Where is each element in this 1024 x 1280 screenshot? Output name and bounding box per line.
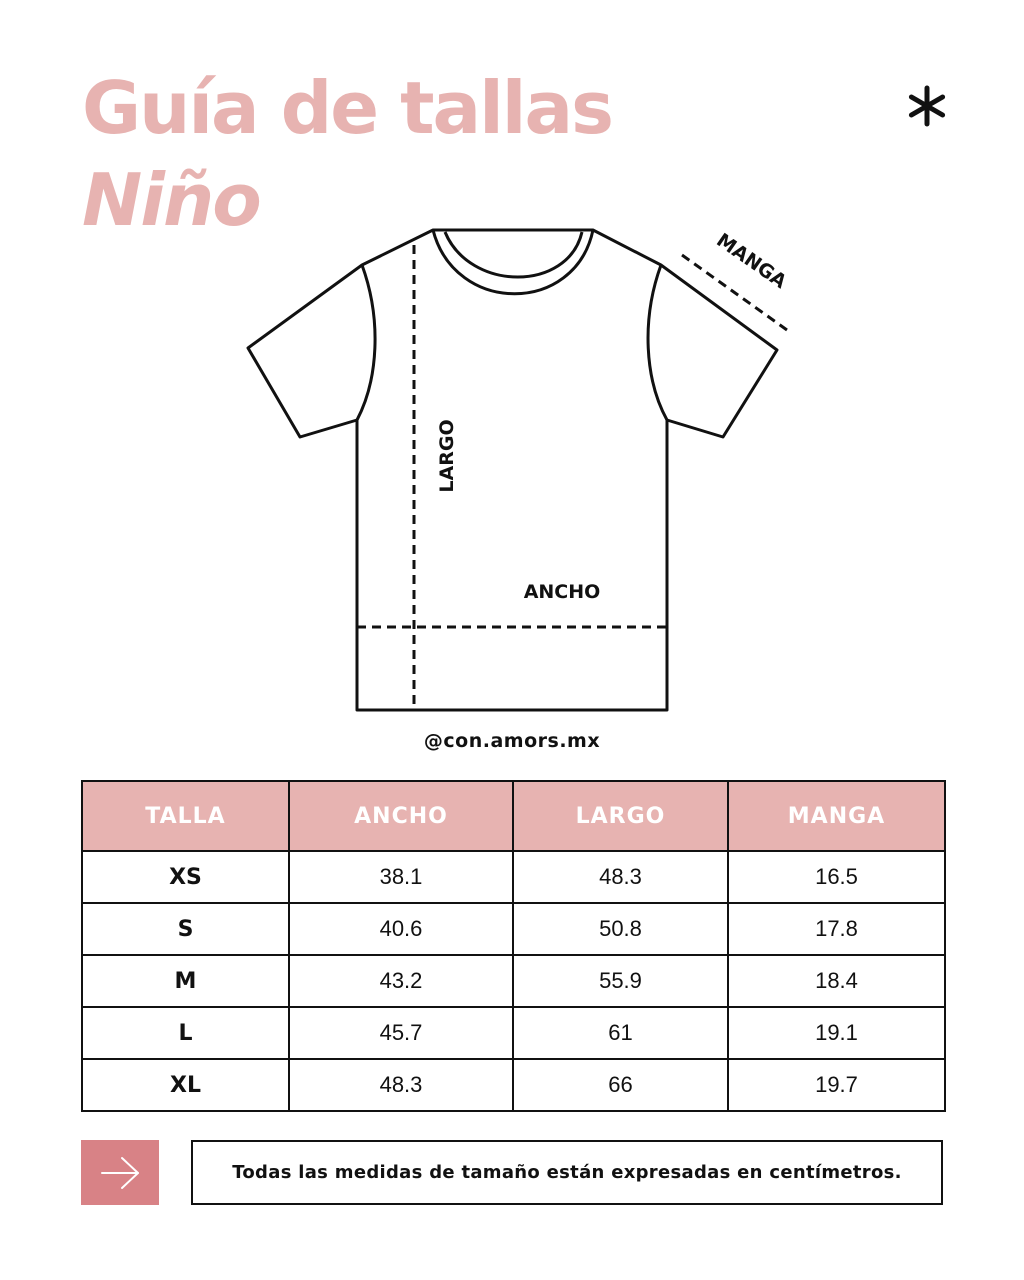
cell-manga: 17.8 — [728, 903, 945, 955]
cell-ancho: 45.7 — [289, 1007, 513, 1059]
cell-ancho: 38.1 — [289, 851, 513, 903]
largo-label: LARGO — [436, 419, 458, 493]
title-line-2: Niño — [82, 158, 260, 242]
cell-talla: L — [82, 1007, 289, 1059]
table-row — [82, 903, 945, 955]
cell-ancho: 43.2 — [289, 955, 513, 1007]
header-largo: LARGO — [513, 781, 728, 851]
header-manga: MANGA — [728, 781, 945, 851]
collar-outer — [433, 230, 593, 294]
cell-largo: 61 — [513, 1007, 728, 1059]
cell-largo: 66 — [513, 1059, 728, 1111]
shirt-outline — [248, 230, 777, 710]
title-line-1: Guía de tallas — [82, 66, 612, 150]
cell-ancho: 48.3 — [289, 1059, 513, 1111]
cell-largo: 50.8 — [513, 903, 728, 955]
cell-talla: XL — [82, 1059, 289, 1111]
cell-talla: XS — [82, 851, 289, 903]
cell-manga: 18.4 — [728, 955, 945, 1007]
table-row — [82, 851, 945, 903]
asterisk-icon — [903, 82, 951, 130]
cell-manga: 19.7 — [728, 1059, 945, 1111]
manga-label: MANGA — [712, 229, 791, 293]
table-row — [82, 1059, 945, 1111]
cell-manga: 19.1 — [728, 1007, 945, 1059]
table-row — [82, 1007, 945, 1059]
arrow-right-icon — [98, 1155, 142, 1191]
instagram-handle: @con.amors.mx — [423, 730, 601, 752]
table-header-row — [82, 781, 945, 851]
collar-inner — [445, 232, 582, 277]
cell-largo: 48.3 — [513, 851, 728, 903]
cell-talla: S — [82, 903, 289, 955]
cell-largo: 55.9 — [513, 955, 728, 1007]
header-talla: TALLA — [82, 781, 289, 851]
right-armhole — [648, 265, 667, 420]
units-note: Todas las medidas de tamaño están expresadas en centímetros. — [191, 1140, 943, 1205]
ancho-label: ANCHO — [523, 581, 601, 603]
cell-manga: 16.5 — [728, 851, 945, 903]
header-ancho: ANCHO — [289, 781, 513, 851]
left-armhole — [357, 265, 375, 420]
tshirt-diagram — [230, 215, 810, 725]
table-row — [82, 955, 945, 1007]
cell-talla: M — [82, 955, 289, 1007]
next-arrow-button[interactable] — [81, 1140, 159, 1205]
size-table — [81, 780, 946, 1112]
cell-ancho: 40.6 — [289, 903, 513, 955]
